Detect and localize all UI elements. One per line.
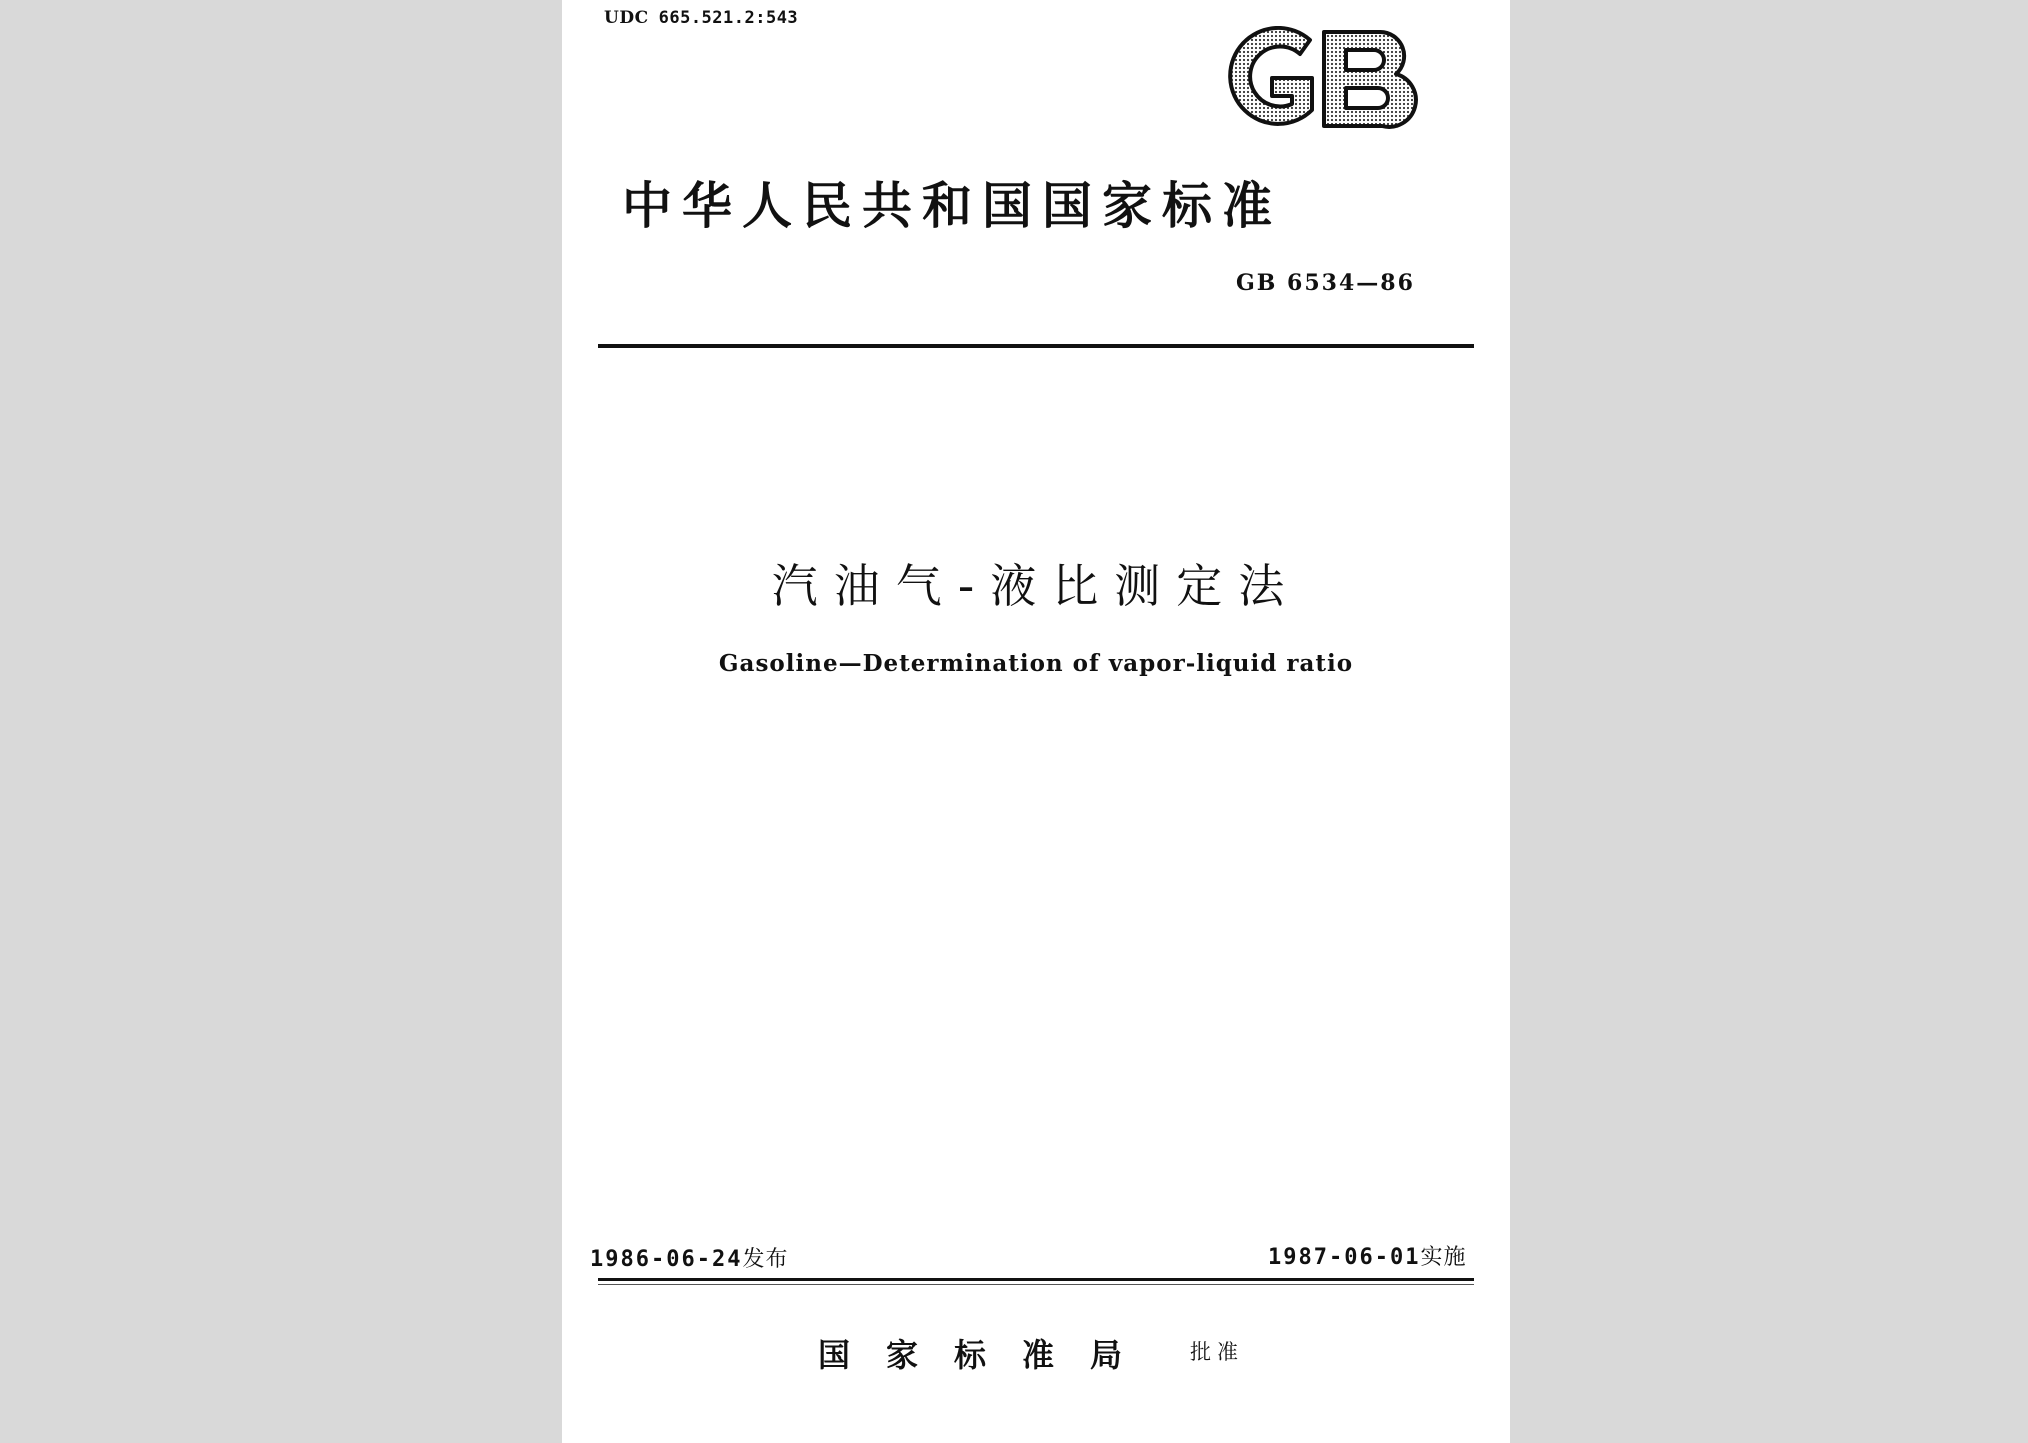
- document-page: [562, 0, 1510, 1443]
- standard-code: GB 6534—86: [1236, 270, 1415, 296]
- approving-authority: 国家标准局: [818, 1336, 1159, 1374]
- issue-date-value: 1986-06-24: [590, 1247, 743, 1272]
- top-divider: [598, 344, 1474, 348]
- bottom-divider-thin: [598, 1284, 1474, 1285]
- udc-label: UDC: [604, 8, 649, 28]
- approval-label: 批准: [1190, 1340, 1244, 1364]
- issue-date-label: 发布: [742, 1247, 789, 1272]
- title-chinese: 汽油气-液比测定法: [771, 559, 1301, 613]
- udc-number: 665.521.2:543: [658, 8, 799, 28]
- udc-classification: [604, 8, 798, 28]
- gb-logo: [1210, 26, 1422, 136]
- effective-date-label: 实施: [1420, 1245, 1467, 1270]
- effective-date-value: 1987-06-01: [1268, 1245, 1421, 1270]
- issuing-authority: 中华人民共和国国家标准: [622, 177, 1282, 235]
- issue-date: [590, 1242, 788, 1273]
- bottom-divider: [598, 1278, 1474, 1281]
- effective-date: [1268, 1240, 1466, 1271]
- title-english: Gasoline—Determination of vapor-liquid ratio: [718, 650, 1354, 677]
